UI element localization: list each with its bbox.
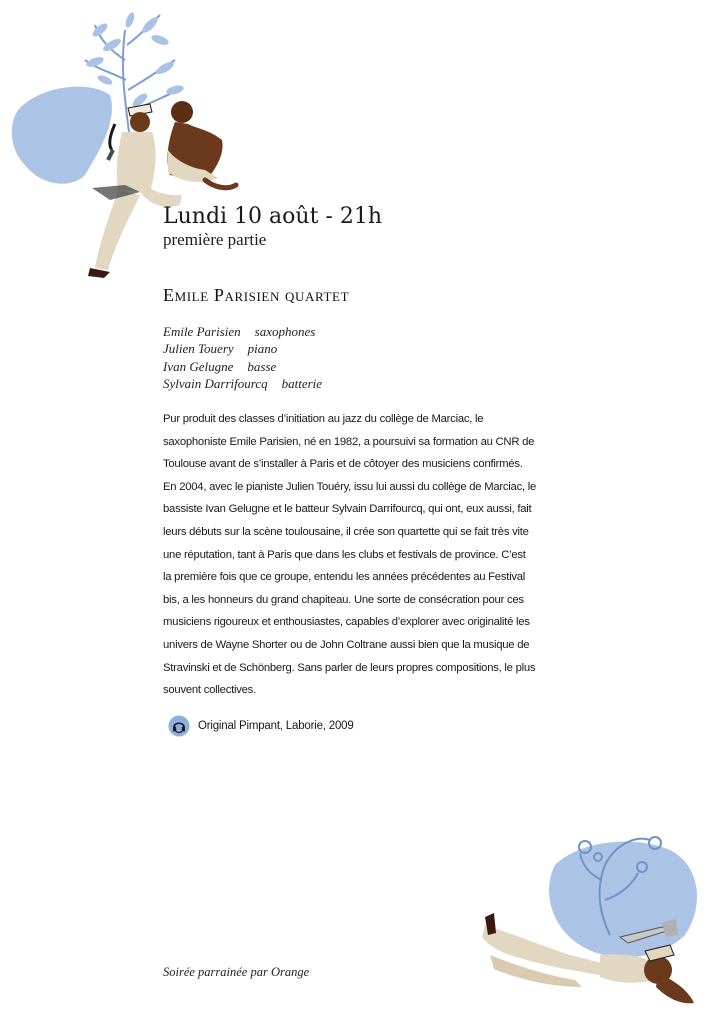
musician-name: Ivan Gelugne: [163, 358, 234, 374]
musician-name: Emile Parisien: [163, 324, 241, 339]
paragraph-line: musiciens rigoureux et enthousiastes, capables d’explorer avec originalité les: [163, 616, 530, 629]
paragraph-line: bassiste Ivan Gelugne et le batteur Sylvain Darrifourcq, qui ont, eux aussi, fait: [163, 503, 532, 516]
paragraph-line: En 2004, avec le pianiste Julien Touéry, issu lui aussi du collège de Marciac, le: [163, 480, 537, 493]
biography-paragraph: [163, 408, 537, 702]
instrument-name: basse: [247, 358, 277, 374]
instrument-name: saxophones: [254, 324, 316, 339]
instrument-name: batterie: [281, 375, 323, 391]
musician-name: Julien Touery: [163, 341, 234, 357]
album-reference-text: Original Pimpant, Laborie, 2009: [198, 720, 354, 732]
paragraph-line: la première fois que ce groupe, entendu les années précédentes au Festival: [163, 571, 526, 584]
paragraph-line: leurs débuts sur la scène toulousaine, il crée son quartette qui se fait très vite: [163, 525, 529, 538]
blue-wash-shape: [12, 87, 112, 184]
group-name-heading: Emile Parisien quartet: [163, 285, 350, 305]
concert-date-heading: Lundi 10 août - 21h: [163, 204, 383, 229]
paragraph-line: souvent collectives.: [163, 684, 256, 697]
paragraph-line: univers de Wayne Shorter ou de John Coltrane aussi bien que la musique de: [163, 638, 530, 651]
lineup-item: [163, 375, 322, 392]
paragraph-line: bis, a les honneurs du grand chapiteau. Une sorte de consécration pour ces: [163, 593, 524, 606]
disc-icon: [168, 715, 190, 737]
seated-woman-figure: [168, 101, 236, 188]
lineup-item: [163, 340, 322, 357]
discography-reference: [168, 714, 354, 738]
lineup-item: [163, 323, 322, 340]
blue-wash-shape: [549, 842, 697, 958]
concert-part-subtitle: première partie: [163, 230, 267, 249]
sponsor-footer: Soirée parrainée par Orange: [163, 965, 310, 979]
lineup-list: [163, 323, 322, 392]
bottom-illustration-trumpet-player: [470, 805, 724, 1024]
paragraph-line: saxophoniste Emile Parisien, né en 1982, a poursuivi sa formation au CNR de: [163, 435, 535, 448]
paragraph-line: une réputation, tant à Paris que dans les clubs et festivals de province. C’est: [163, 548, 526, 561]
instrument-name: piano: [247, 341, 278, 357]
paragraph-line: Toulouse avant de s’installer à Paris et de côtoyer des musiciens confirmés.: [163, 458, 523, 471]
paragraph-line: Stravinski et de Schönberg. Sans parler de leurs propres compositions, le plus: [163, 661, 536, 674]
lineup-item: [163, 358, 322, 375]
paragraph-line: Pur produit des classes d’initiation au jazz du collège de Marciac, le: [163, 413, 484, 425]
musician-name: Sylvain Darrifourcq: [163, 375, 268, 391]
